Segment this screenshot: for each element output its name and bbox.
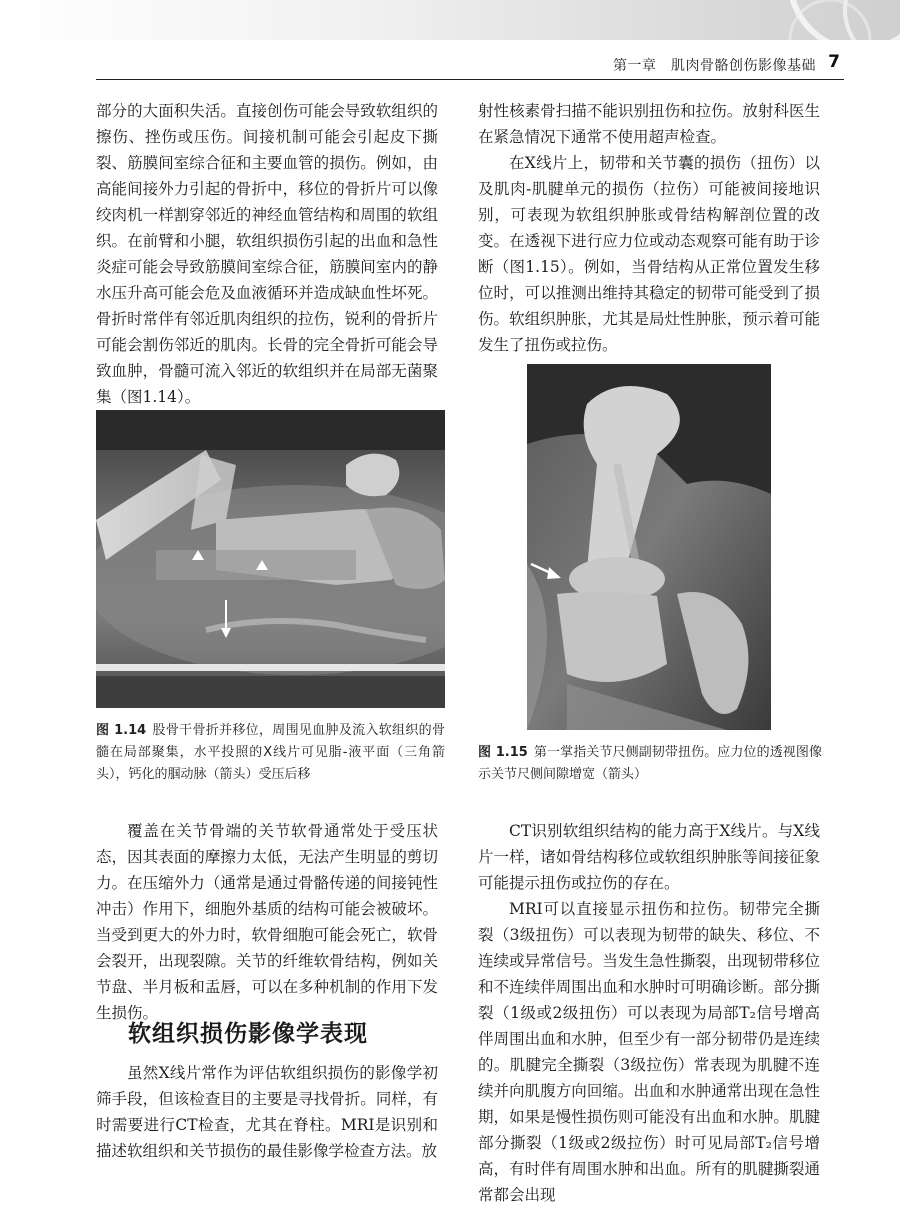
left-paragraph-2: 覆盖在关节骨端的关节软骨通常处于受压状态，因其表面的摩擦力太低，无法产生明显的剪切力。在压缩外力（通常是通过骨骼传递的间接钝性冲击）作用下，细胞外基质的结构可能会被破坏。当受到更大的外力时，软骨细胞可能会死亡，软骨会裂开，出现裂隙。关节的纤维软骨结构，例如关节盘、半月板和盂唇，可以在多种机制的作用下发生损伤。: [96, 822, 438, 1022]
figure-1-15-image: [527, 364, 771, 730]
right-paragraph-1: 射性核素骨扫描不能识别扭伤和拉伤。放射科医生在紧急情况下通常不使用超声检查。: [478, 102, 820, 146]
figure-1-14-caption: [96, 720, 445, 786]
header-decoration: [710, 0, 900, 40]
right-paragraph-2: 在X线片上，韧带和关节囊的损伤（扭伤）以及肌肉-肌腱单元的损伤（拉伤）可能被间接地识别，可表现为软组织肿胀或骨结构解剖位置的改变。在透视下进行应力位或动态观察可能有助于诊断（图1.15）。例如，当骨结构从正常位置发生移位时，可以推测出维持其稳定的韧带可能受到了损伤。软组织肿胀，尤其是局灶性肿胀，预示着可能发生了扭伤或拉伤。: [478, 154, 820, 354]
section-title: 软组织损伤影像学表现: [128, 1021, 368, 1047]
figure-1-14-image: [96, 410, 445, 708]
figure-1-15-caption-text: 第一掌指关节尺侧副韧带扭伤。应力位的透视图像示关节尺侧间隙增宽（箭头）: [478, 745, 822, 782]
figure-1-15-caption: [478, 742, 822, 786]
right-paragraph-3: CT识别软组织结构的能力高于X线片。与X线片一样，诸如骨结构移位或软组织肿胀等间接征象可能提示扭伤或拉伤的存在。: [478, 822, 820, 892]
left-paragraph-3: 虽然X线片常作为评估软组织损伤的影像学初筛手段，但该检查目的主要是寻找骨折。同样，有时需要进行CT检查，尤其在脊柱。MRI是识别和描述软组织和关节损伤的最佳影像学检查方法。放: [96, 1064, 438, 1160]
left-paragraph-1: 部分的大面积失活。直接创伤可能会导致软组织的擦伤、挫伤或压伤。间接机制可能会引起皮下撕裂、筋膜间室综合征和主要血管的损伤。例如，由高能间接外力引起的骨折中，移位的骨折片可以像绞肉机一样割穿邻近的神经血管结构和周围的软组织。在前臂和小腿，软组织损伤引起的出血和急性炎症可能会导致筋膜间室综合征，筋膜间室内的静水压升高可能会危及血液循环并造成缺血性坏死。骨折时常伴有邻近肌肉组织的拉伤，锐利的骨折片可能会割伤邻近的肌肉。长骨的完全骨折可能会导致血肿，骨髓可流入邻近的软组织并在局部无菌聚集（图1.14）。: [96, 102, 438, 406]
page-number: 7: [828, 52, 840, 72]
figure-1-15-label: 图 1.15: [478, 745, 528, 760]
figure-1-14-caption-text: 股骨干骨折并移位，周围见血肿及流入软组织的骨髓在局部聚集，水平投照的X线片可见脂-液平面（三角箭头），钙化的腘动脉（箭头）受压后移: [96, 723, 445, 782]
running-head: 第一章 肌肉骨骼创伤影像基础: [613, 58, 816, 74]
figure-1-14-label: 图 1.14: [96, 723, 147, 738]
header-rule: [96, 79, 844, 80]
right-paragraph-4: MRI可以直接显示扭伤和拉伤。韧带完全撕裂（3级扭伤）可以表现为韧带的缺失、移位、不连续或异常信号。当发生急性撕裂，出现韧带移位和不连续伴周围出血和水肿时可明确诊断。部分撕裂（1级或2级扭伤）可以表现为局部T₂信号增高伴周围出血和水肿，但至少有一部分韧带仍是连续的。肌腱完全撕裂（3级拉伤）常表现为肌腱不连续并向肌腹方向回缩。出血和水肿通常出现在急性期，如果是慢性损伤则可能没有出血和水肿。肌腱部分撕裂（1级或2级拉伤）时可见局部T₂信号增高，有时伴有周围水肿和出血。所有的肌腱撕裂通常都会出现: [478, 900, 820, 1204]
